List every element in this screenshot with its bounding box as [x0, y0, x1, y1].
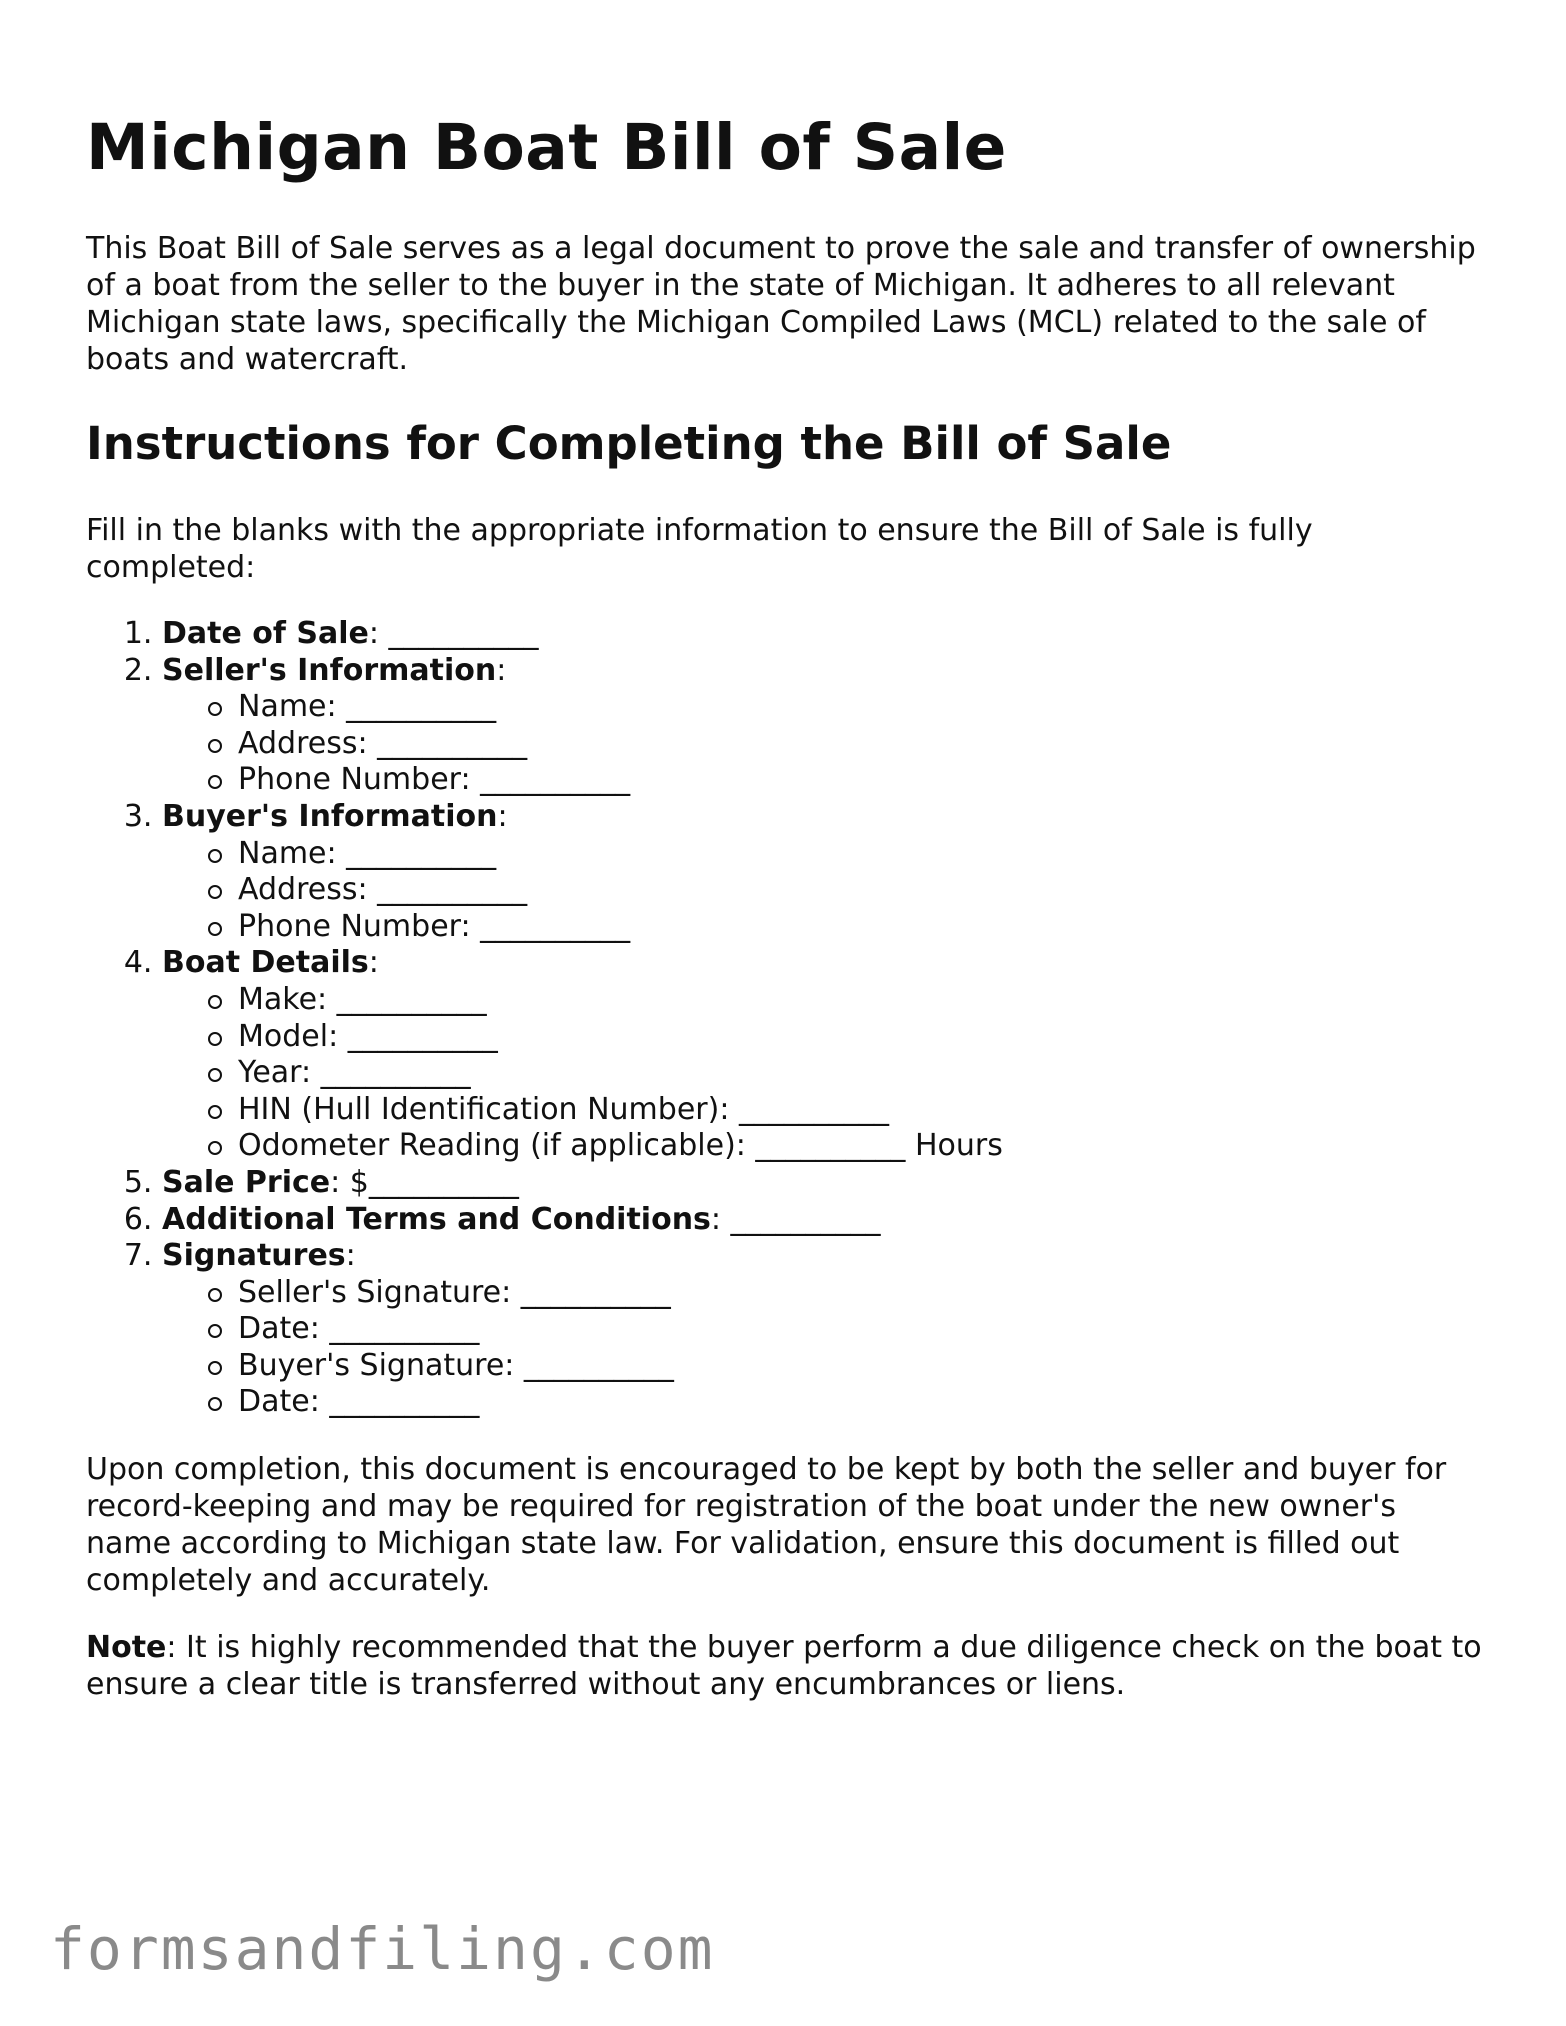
step-additional-terms: [162, 1202, 1486, 1239]
step-label: Signatures: [162, 1238, 346, 1274]
note-label: Note: [86, 1630, 167, 1666]
seller-phone-field: Phone Number: __________: [238, 762, 1486, 799]
step-sale-price: [162, 1165, 1486, 1202]
boat-model-field: Model: __________: [238, 1019, 1486, 1056]
seller-fields: [162, 689, 1486, 799]
step-label: Additional Terms and Conditions: [162, 1201, 711, 1237]
boat-make-field: Make: __________: [238, 982, 1486, 1019]
watermark: formsandfiling.com: [50, 1915, 715, 1983]
boat-odometer-field: Odometer Reading (if applicable): __________ Hours: [238, 1128, 1486, 1165]
step-field: : $__________: [330, 1164, 519, 1200]
buyer-fields: [162, 836, 1486, 946]
closing-paragraph: Upon completion, this document is encouraged to be kept by both the seller and buyer for record-keeping and may be required for registration of the boat under the new owner's name according to Michigan state law. For validation, ensure this document is filled out completely and accurately.: [86, 1452, 1447, 1599]
boat-fields: [162, 982, 1486, 1165]
step-buyer-information: 3. Buyer's Information: Name: __________ Address: __________ Phone Number: __________: [162, 799, 1486, 945]
signature-fields: [162, 1275, 1486, 1421]
fill-instructions: Fill in the blanks with the appropriate information to ensure the Bill of Sale is fully completed:: [86, 513, 1313, 585]
steps-list: [86, 616, 1486, 1421]
buyer-signature-field: Buyer's Signature: __________: [238, 1348, 1486, 1385]
step-label: Buyer's Information: [162, 798, 498, 834]
intro-paragraph: This Boat Bill of Sale serves as a legal document to prove the sale and transfer of ownership of a boat from the seller to the buyer in the state of Michigan. It adheres to all relevant Michigan state laws, specifically the Michigan Compiled Laws (MCL) related to the sale of boats and watercraft.: [86, 231, 1476, 377]
note-paragraph: [86, 1629, 1486, 1703]
seller-name-field: Name: __________: [238, 689, 1486, 726]
seller-address-field: Address: __________: [238, 726, 1486, 763]
instructions-heading: Instructions for Completing the Bill of Sale: [86, 417, 1172, 470]
buyer-phone-field: Phone Number: __________: [238, 909, 1486, 946]
buyer-address-field: Address: __________: [238, 872, 1486, 909]
note-text: : It is highly recommended that the buyer perform a due diligence check on the boat to ensure a clear title is transferred without any encumbrances or liens.: [86, 1630, 1482, 1703]
step-seller-information: 2. Seller's Information: Name: __________ Address: __________ Phone Number: __________: [162, 653, 1486, 799]
step-field: : __________: [368, 616, 539, 651]
seller-date-field: Date: __________: [238, 1311, 1486, 1348]
seller-signature-field: Seller's Signature: __________: [238, 1275, 1486, 1312]
step-label: Seller's Information: [162, 652, 497, 688]
buyer-name-field: Name: __________: [238, 836, 1486, 873]
step-label: Sale Price: [162, 1164, 331, 1200]
document-page: [86, 108, 1486, 1703]
step-label: Boat Details: [162, 945, 369, 981]
step-field: : __________: [710, 1201, 881, 1237]
page-title: Michigan Boat Bill of Sale: [86, 111, 1007, 184]
boat-year-field: Year: __________: [238, 1055, 1486, 1092]
step-boat-details: 4. Boat Details: Make: __________ Model: __________ Year: __________ HIN (Hull Identification Number): __________ Odometer Reading (if applicable): __________ Hours: [162, 945, 1486, 1165]
buyer-date-field: Date: __________: [238, 1384, 1486, 1421]
step-label: Date of Sale: [162, 616, 369, 651]
step-signatures: 7. Signatures: Seller's Signature: __________ Date: __________ Buyer's Signature: __________ Date: __________: [162, 1238, 1486, 1421]
boat-hin-field: HIN (Hull Identification Number): __________: [238, 1092, 1486, 1129]
step-date-of-sale: [162, 616, 1486, 653]
